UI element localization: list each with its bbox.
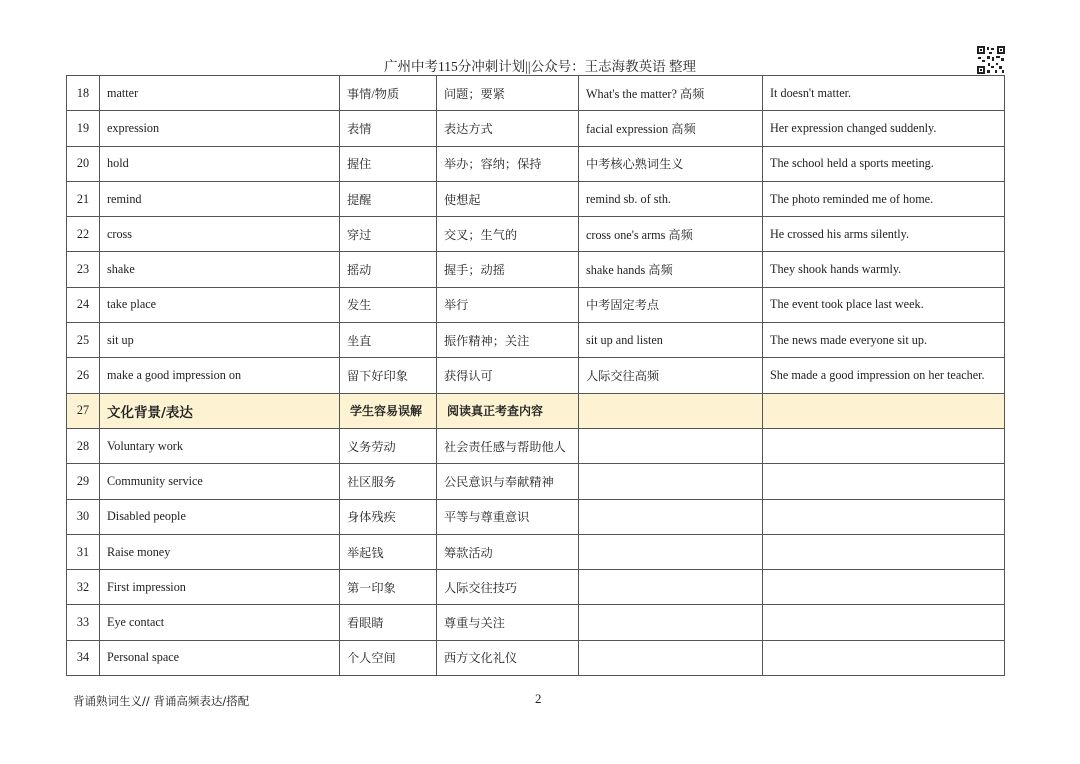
word-cell: remind [100,181,340,216]
table-row [67,499,1005,534]
misread-meaning-cell: 举起钱 [340,534,437,569]
word-cell: expression [100,111,340,146]
usage-cell: cross one's arms 高频 [579,217,763,252]
basic-meaning-cell: 提醒 [340,181,437,216]
empty-cell [763,428,1005,463]
expression-cell: Eye contact [100,605,340,640]
empty-cell [579,605,763,640]
example-cell: The event took place last week. [763,287,1005,322]
basic-meaning-cell: 摇动 [340,252,437,287]
empty-cell [763,499,1005,534]
word-cell: take place [100,287,340,322]
usage-cell: 中考核心熟词生义 [579,146,763,181]
extended-meaning-cell: 交叉；生气的 [437,217,579,252]
table-row [67,76,1005,111]
empty-cell [763,570,1005,605]
word-cell: matter [100,76,340,111]
basic-meaning-cell: 事情/物质 [340,76,437,111]
empty-cell [763,605,1005,640]
empty-cell [579,464,763,499]
empty-cell [579,499,763,534]
empty-cell [579,428,763,463]
section-label: 文化背景/表达 [100,393,340,428]
basic-meaning-cell: 留下好印象 [340,358,437,393]
example-cell: They shook hands warmly. [763,252,1005,287]
section-reading-header: 阅读真正考查内容 [437,393,579,428]
table-row [67,428,1005,463]
table-row [67,111,1005,146]
vocabulary-table-body [67,76,1005,676]
expression-cell: Voluntary work [100,428,340,463]
word-cell: cross [100,217,340,252]
misread-meaning-cell: 看眼睛 [340,605,437,640]
row-number: 33 [67,605,100,640]
section-header-row [67,393,1005,428]
reading-meaning-cell: 筹款活动 [437,534,579,569]
row-number: 28 [67,428,100,463]
reading-meaning-cell: 公民意识与奉献精神 [437,464,579,499]
section-misread-header: 学生容易误解 [340,393,437,428]
table-row [67,323,1005,358]
misread-meaning-cell: 社区服务 [340,464,437,499]
basic-meaning-cell: 发生 [340,287,437,322]
empty-cell [763,393,1005,428]
table-row [67,464,1005,499]
page-number: 2 [535,691,542,706]
usage-cell: shake hands 高频 [579,252,763,287]
row-number: 34 [67,640,100,675]
usage-cell: remind sb. of sth. [579,181,763,216]
example-cell: The photo reminded me of home. [763,181,1005,216]
misread-meaning-cell: 第一印象 [340,570,437,605]
expression-cell: Community service [100,464,340,499]
row-number: 25 [67,323,100,358]
extended-meaning-cell: 表达方式 [437,111,579,146]
table-row [67,217,1005,252]
row-number: 24 [67,287,100,322]
table-row [67,252,1005,287]
word-cell: shake [100,252,340,287]
row-number: 23 [67,252,100,287]
example-cell: The school held a sports meeting. [763,146,1005,181]
row-number: 32 [67,570,100,605]
reading-meaning-cell: 人际交往技巧 [437,570,579,605]
row-number: 26 [67,358,100,393]
empty-cell [579,534,763,569]
extended-meaning-cell: 获得认可 [437,358,579,393]
vocabulary-table [66,75,1005,676]
reading-meaning-cell: 尊重与关注 [437,605,579,640]
empty-cell [763,464,1005,499]
usage-cell: 人际交往高频 [579,358,763,393]
table-row [67,605,1005,640]
table-row [67,534,1005,569]
row-number: 29 [67,464,100,499]
usage-cell: What's the matter? 高频 [579,76,763,111]
empty-cell [763,534,1005,569]
footer-note: 背诵熟词生义// 背诵高频表达/搭配 [73,694,250,708]
usage-cell: sit up and listen [579,323,763,358]
misread-meaning-cell: 义务劳动 [340,428,437,463]
extended-meaning-cell: 举行 [437,287,579,322]
extended-meaning-cell: 举办；容纳；保持 [437,146,579,181]
basic-meaning-cell: 穿过 [340,217,437,252]
basic-meaning-cell: 握住 [340,146,437,181]
extended-meaning-cell: 使想起 [437,181,579,216]
section-number: 27 [67,393,100,428]
basic-meaning-cell: 表情 [340,111,437,146]
table-row [67,570,1005,605]
extended-meaning-cell: 振作精神；关注 [437,323,579,358]
extended-meaning-cell: 握手；动摇 [437,252,579,287]
example-cell: It doesn't matter. [763,76,1005,111]
word-cell: hold [100,146,340,181]
row-number: 21 [67,181,100,216]
extended-meaning-cell: 问题；要紧 [437,76,579,111]
misread-meaning-cell: 个人空间 [340,640,437,675]
row-number: 18 [67,76,100,111]
usage-cell: facial expression 高频 [579,111,763,146]
table-row [67,358,1005,393]
table-row [67,181,1005,216]
word-cell: sit up [100,323,340,358]
row-number: 19 [67,111,100,146]
row-number: 20 [67,146,100,181]
empty-cell [579,393,763,428]
page-header-title: 广州中考115分冲刺计划||公众号：王志海教英语 整理 [383,59,697,74]
row-number: 31 [67,534,100,569]
empty-cell [763,640,1005,675]
basic-meaning-cell: 坐直 [340,323,437,358]
expression-cell: Personal space [100,640,340,675]
reading-meaning-cell: 平等与尊重意识 [437,499,579,534]
table-row [67,640,1005,675]
expression-cell: First impression [100,570,340,605]
example-cell: Her expression changed suddenly. [763,111,1005,146]
expression-cell: Disabled people [100,499,340,534]
qr-code-icon [977,46,1005,74]
row-number: 30 [67,499,100,534]
reading-meaning-cell: 社会责任感与帮助他人 [437,428,579,463]
expression-cell: Raise money [100,534,340,569]
table-row [67,146,1005,181]
example-cell: She made a good impression on her teacher. [763,358,1005,393]
reading-meaning-cell: 西方文化礼仪 [437,640,579,675]
empty-cell [579,570,763,605]
misread-meaning-cell: 身体残疾 [340,499,437,534]
example-cell: The news made everyone sit up. [763,323,1005,358]
table-row [67,287,1005,322]
usage-cell: 中考固定考点 [579,287,763,322]
word-cell: make a good impression on [100,358,340,393]
example-cell: He crossed his arms silently. [763,217,1005,252]
row-number: 22 [67,217,100,252]
empty-cell [579,640,763,675]
